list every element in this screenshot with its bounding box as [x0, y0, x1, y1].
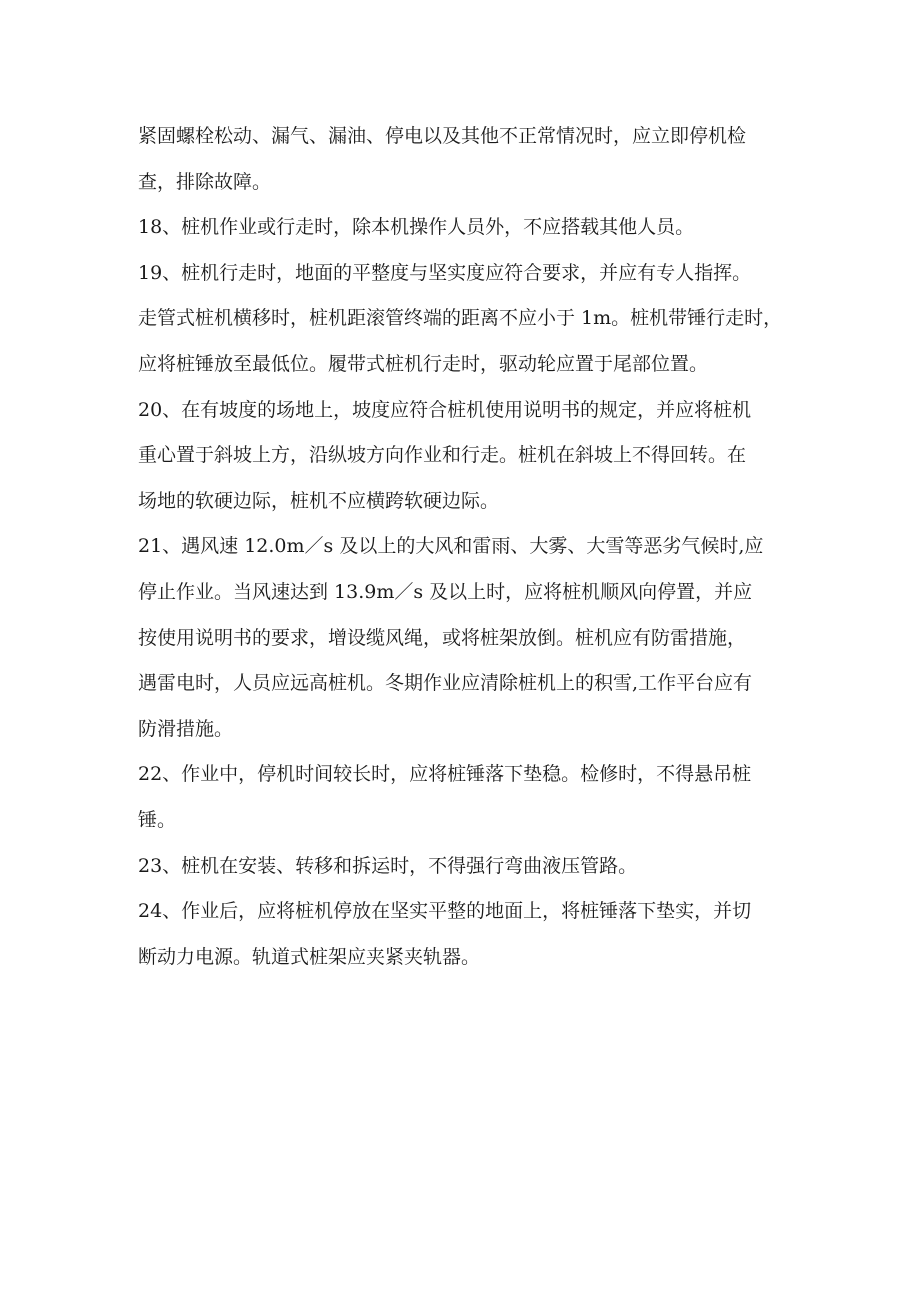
text-line: 断动力电源。轨道式桩架应夹紧夹轨器。: [138, 945, 481, 968]
text-line: 查，排除故障。: [138, 170, 272, 193]
text-line: 紧固螺栓松动、漏气、漏油、停电以及其他不正常情况时，应立即停机检: [138, 125, 747, 147]
clause-18: 18、桩机作业或行走时，除本机操作人员外，不应搭载其他人员。: [138, 216, 695, 239]
text-line: 锤。: [138, 808, 177, 831]
clause-19: 19、桩机行走时，地面的平整度与坚实度应符合要求，并应有专人指挥。: [138, 261, 752, 284]
text-line: 走管式桩机横移时，桩机距滚管终端的距离不应小于 1m。桩机带锤行走时，: [138, 307, 783, 330]
text-line: 场地的软硬边际，桩机不应横跨软硬边际。: [138, 489, 500, 512]
clause-23: 23、桩机在安装、转移和拆运时，不得强行弯曲液压管路。: [138, 854, 638, 877]
clause-22: 22、作业中，停机时间较长时，应将桩锤落下垫稳。检修时，不得悬吊桩: [138, 763, 752, 786]
text-line: 按使用说明书的要求，增设缆风绳，或将桩架放倒。桩机应有防雷措施，: [138, 626, 747, 649]
clause-24: 24、作业后，应将桩机停放在坚实平整的地面上，将桩锤落下垫实，并切: [138, 900, 752, 923]
body-text: [138, 114, 788, 980]
clause-21: 21、遇风速 12.0m／s 及以上的大风和雷雨、大雾、大雪等恶劣气候时,应: [138, 535, 764, 558]
text-line: 应将桩锤放至最低位。履带式桩机行走时，驱动轮应置于尾部位置。: [138, 352, 709, 375]
clause-20: 20、在有坡度的场地上，坡度应符合桩机使用说明书的规定，并应将桩机: [138, 398, 752, 421]
text-line: 防滑措施。: [138, 717, 234, 740]
text-line: 重心置于斜坡上方，沿纵坡方向作业和行走。桩机在斜坡上不得回转。在: [138, 444, 747, 467]
text-line: 停止作业。当风速达到 13.9m／s 及以上时，应将桩机顺风向停置，并应: [138, 580, 753, 603]
text-line: 遇雷电时，人员应远高桩机。冬期作业应清除桩机上的积雪,工作平台应有: [138, 672, 753, 695]
